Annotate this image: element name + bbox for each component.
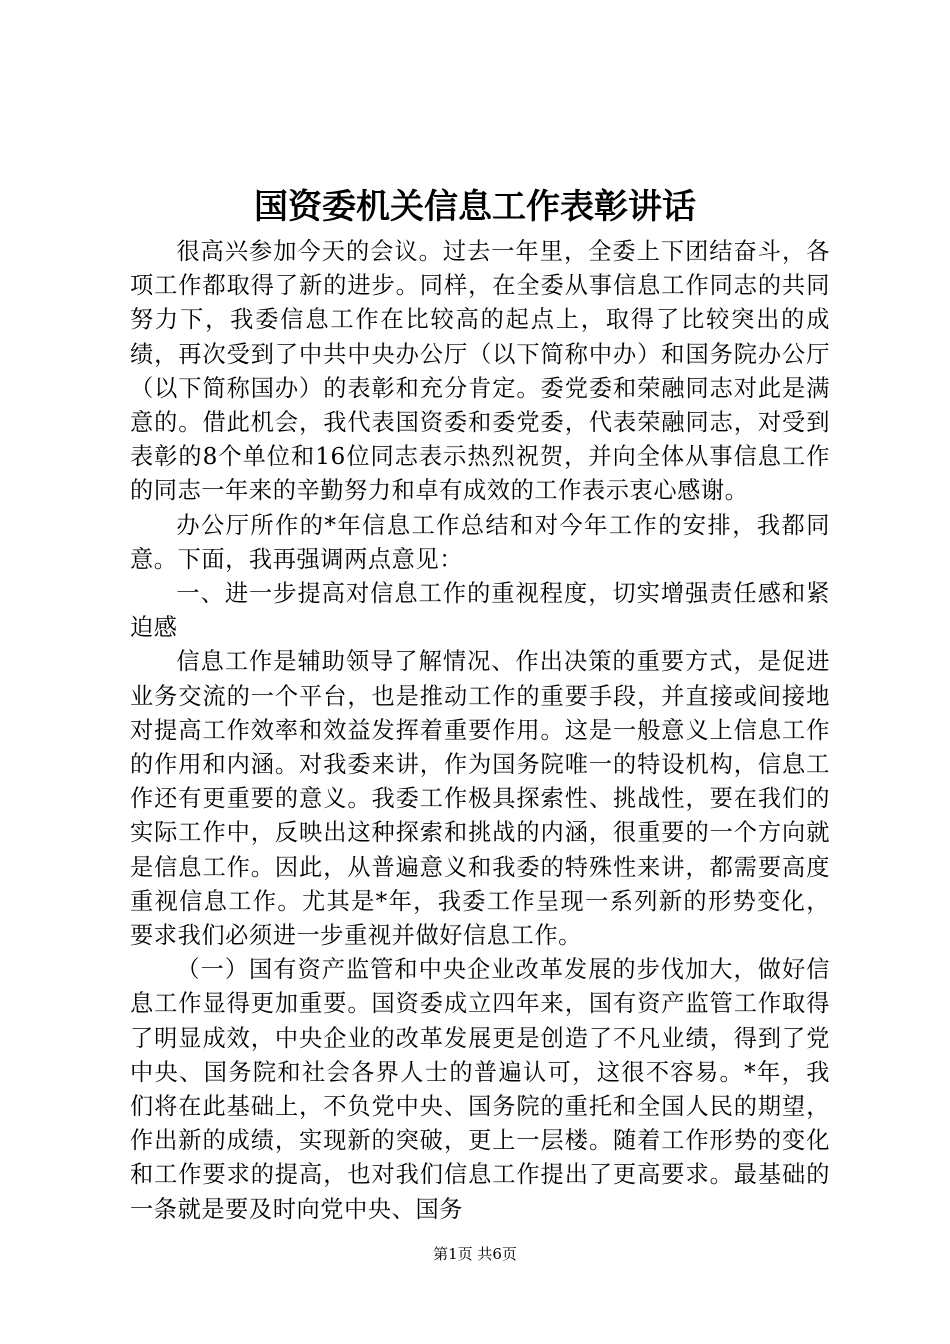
paragraph-opening: 很高兴参加今天的会议。过去一年里，全委上下团结奋斗，各项工作都取得了新的进步。同样，在全委从事信息工作同志的共同努力下，我委信息工作在比较高的起点上，取得了比较突出的成绩，再次受到了中共中央办公厅（以下简称中办）和国务院办公厅（以下简称国办）的表彰和充分肯定。委党委和荣融同志对此是满意的。借此机会，我代表国资委和委党委，代表荣融同志，对受到表彰的8个单位和16位同志表示热烈祝贺，并向全体从事信息工作的同志一年来的辛勤努力和卓有成效的工作表示衷心感谢。	[130, 238, 830, 505]
document-body	[130, 235, 830, 1227]
paragraph-subsection-one: （一）国有资产监管和中央企业改革发展的步伐加大，做好信息工作显得更加重要。国资委成立四年来，国有资产监管工作取得了明显成效，中央企业的改革发展更是创造了不凡业绩，得到了党中央、国务院和社会各界人士的普遍认可，这很不容易。*年，我们将在此基础上，不负党中央、国务院的重托和全国人民的期望，作出新的成绩，实现新的突破，更上一层楼。随着工作形势的变化和工作要求的提高，也对我们信息工作提出了更高要求。最基础的一条就是要及时向党中央、国务	[130, 956, 830, 1223]
paragraph-importance: 信息工作是辅助领导了解情况、作出决策的重要方式，是促进业务交流的一个平台，也是推动工作的重要手段，并直接或间接地对提高工作效率和效益发挥着重要作用。这是一般意义上信息工作的作用和内涵。对我委来讲，作为国务院唯一的特设机构，信息工作还有更重要的意义。我委工作极具探索性、挑战性，要在我们的实际工作中，反映出这种探索和挑战的内涵，很重要的一个方向就是信息工作。因此，从普遍意义和我委的特殊性来讲，都需要高度重视信息工作。尤其是*年，我委工作呈现一系列新的形势变化，要求我们必须进一步重视并做好信息工作。	[130, 648, 830, 950]
document-title: 国资委机关信息工作表彰讲话	[254, 187, 696, 227]
page-number-footer: 第1页 共6页	[433, 1245, 517, 1263]
section-heading-one: 一、进一步提高对信息工作的重视程度，切实增强责任感和紧迫感	[130, 580, 830, 642]
paragraph-agreement: 办公厅所作的*年信息工作总结和对今年工作的安排，我都同意。下面，我再强调两点意见：	[130, 511, 830, 573]
